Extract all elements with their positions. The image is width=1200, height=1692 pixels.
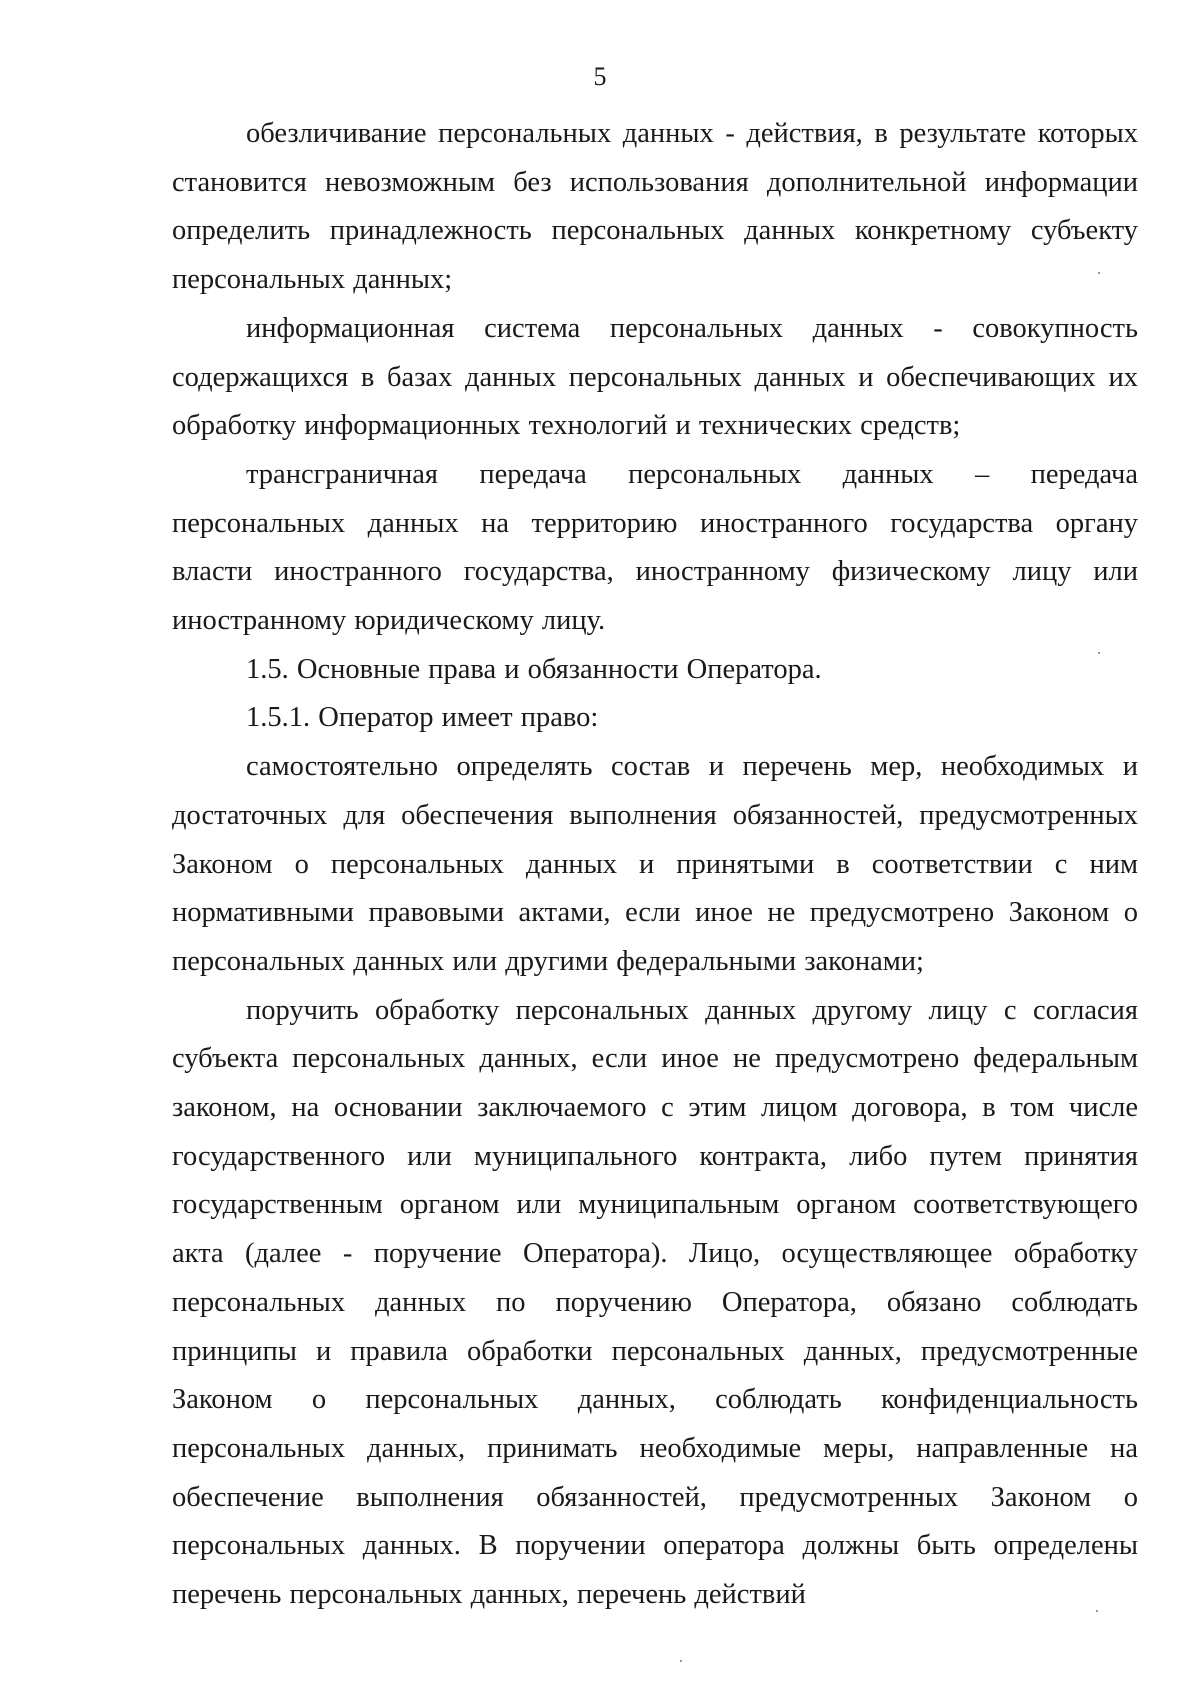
paragraph-cross-border-transfer-definition: трансграничная передача персональных данных – передача персональных данных на территорию иностранного государства органу власти иностранного государства, иностранному физическому лицу или иностранному юридическому лицу. [172,458,1138,637]
paragraph-determine-measures: самостоятельно определять состав и перечень мер, необходимых и достаточных для обеспечения выполнения обязанностей, предусмотренных Законом о персональных данных и принятыми в соответствии с ним нормативными правовыми актами, если иное не предусмотрено Законом о персональных данных или другими федеральными законами; [172,751,1138,977]
scan-speck [1098,652,1100,654]
scan-speck [1098,272,1100,274]
paragraph-depersonalization-definition: обезличивание персональных данных - действия, в результате которых становится невозможным без использования дополнительной информации определить принадлежность персональных данных конкретному субъекту персональных данных; [172,118,1138,296]
subsection-heading-operator-rights: 1.5.1. Оператор имеет право: [246,702,599,734]
section-heading-operator-rights-duties: 1.5. Основные права и обязанности Оператора. [246,653,822,685]
paragraph-information-system-definition: информационная система персональных данных - совокупность содержащихся в базах данных персональных данных и обеспечивающих их обработку информационных технологий и технических средств; [172,312,1138,442]
page-number: 5 [593,62,607,91]
scan-speck [1096,1610,1098,1612]
document-body [172,110,1138,1620]
paragraph-assign-processing: поручить обработку персональных данных другому лицу с согласия субъекта персональных данных, если иное не предусмотрено федеральным законом, на основании заключаемого с этим лицом договора, в том числе государственного или муниципального контракта, либо путем принятия государственным органом или муниципальным органом соответствующего акта (далее - поручение Оператора). Лицо, осуществляющее обработку персональных данных по поручению Оператора, обязано соблюдать принципы и правила обработки персональных данных, предусмотренные Законом о персональных данных, соблюдать конфиденциальность персональных данных, принимать необходимые меры, направленные на обеспечение выполнения обязанностей, предусмотренных Законом о персональных данных. В поручении оператора должны быть определены перечень персональных данных, перечень действий [172,994,1138,1611]
scan-speck [680,1660,682,1662]
